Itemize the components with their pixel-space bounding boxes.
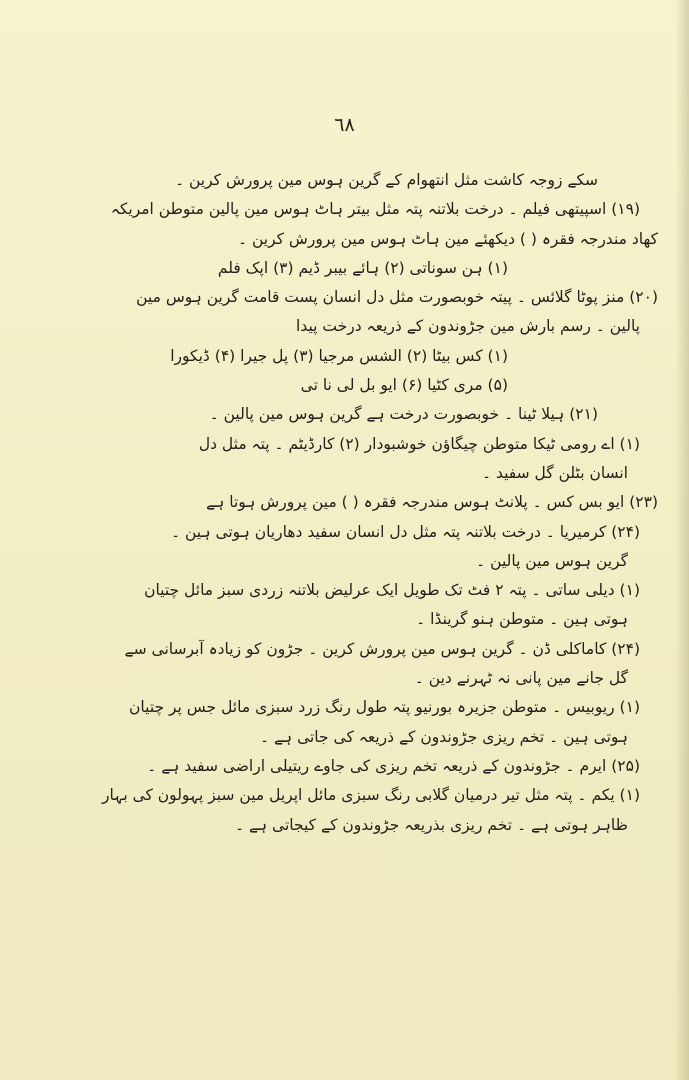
text-line: گرین ہوس مین پالین ۔ (476, 551, 628, 570)
text-line: (۱) ہن سوناتی (۲) ہائے بیبر ڈیم (۳) اپک فلم (217, 258, 508, 277)
text-line: سکے زوجہ کاشت مثل انتھوام کے گرین ہوس مین پرورش کرین ۔ (174, 171, 598, 189)
text-line: (۱) کس بیٹا (۲) الشس مرجیا (۳) پل جیرا (۴) ڈیکورا (170, 346, 508, 365)
text-line: ظاہر ہوتی ہے ۔ تخم ریزی بذریعہ جڑوندون کے کیجاتی ہے ۔ (234, 815, 628, 834)
text-line: (۲۳) ایو بس کس ۔ پلانٹ ہوس مندرجہ فقرہ ( ) مین پرورش ہوتا ہے (206, 493, 658, 512)
text-line: ہوتی ہین ۔ تخم ریزی جڑوندون کے ذریعہ کی جاتی ہے ۔ (259, 727, 628, 746)
text-line: (۲۴) کاماکلی ڈن ۔ گرین ہوس مین پرورش کرین ۔ جڑون کو زیادہ آبرسانی سے (124, 639, 640, 658)
text-line: (۲۰) منز پوٹا گلائس ۔ پیتہ خوبصورت مثل دل انسان پست قامت گرین ہوس مین (136, 288, 658, 307)
text-line: (۱) یکم ۔ پتہ مثل تیر درمیان گلابی رنگ سبزی مائل اپریل مین سبز پہولون کی بہار (102, 786, 640, 805)
text-line: کھاد مندرجہ فقرہ ( ) دیکھئے مین ہاٹ ہوس مین پرورش کرین ۔ (237, 229, 658, 248)
page-number: ٦٨ (334, 114, 355, 136)
text-line: (۱) دیلی ساتی ۔ پتہ ۲ فٹ تک طویل ایک عرلیض بلاتنہ زردی سبز مائل چتیان (144, 581, 640, 600)
text-line: (۱) اے رومی ٹیکا متوطن چیگاؤن خوشبودار (۲) کارڈیٹم ۔ پتہ مثل دل (198, 434, 640, 453)
page-edge-shadow (675, 0, 689, 1080)
text-line: (۲۱) ہیلا ٹینا ۔ خوبصورت درخت ہے گرین ہوس مین پالین ۔ (209, 405, 598, 424)
text-line: (۲۵) ایرم ۔ جڑوندون کے ذریعہ تخم ریزی کی جاوے ریتیلی اراضی سفید ہے ۔ (147, 756, 640, 775)
text-line: انسان بٹلن گل سفید ۔ (481, 463, 628, 482)
text-line: ہوتی ہین ۔ متوطن ہنو گرینڈا ۔ (416, 610, 628, 629)
text-line: گل جانے مین پانی نہ ٹہرنے دین ۔ (414, 669, 628, 688)
text-line: (۵) مری کٹیا (۶) ایو بل لی نا تی (300, 376, 508, 395)
handwritten-text-block (40, 166, 658, 840)
text-line: (۱) ریوبیس ۔ متوطن جزیرہ بورنیو پتہ طول رنگ زرد سبزی مائل جس پر چتیان (129, 698, 640, 717)
text-line: پالین ۔ رسم بارش مین جڑوندون کے ذریعہ درخت پیدا (296, 317, 640, 336)
text-line: (۱۹) اسپیتھی فیلم ۔ درخت بلاتنہ پتہ مثل بیتر ہاٹ ہوس مین پالین متوطن امریکہ (110, 200, 640, 219)
text-line: (۲۴) کرمیریا ۔ درخت بلاتنہ پتہ مثل دل انسان سفید دھاریان ہوتی ہین ۔ (170, 522, 640, 541)
